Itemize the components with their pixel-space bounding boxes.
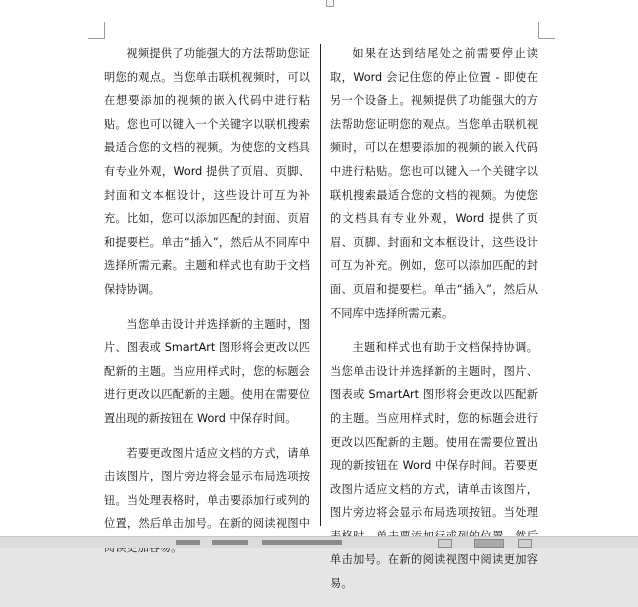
- paragraph[interactable]: 视频提供了功能强大的方法帮助您证明您的观点。当您单击联机视频时，可以在想要添加的视频的嵌入代码中进行粘贴。您也可以键入一个关键字以联机搜索最适合您的文档的视频。为使您的文档具有专业外观，Word 提供了页眉、页脚、封面和文本框设计，这些设计可互为补充。比如，您可以添加匹配的封面、页眉和提要栏。单击“插入”，然后从不同库中选择所需元素。主题和样式也有助于文档保持协调。: [104, 47, 310, 296]
- margin-corner-top-right: [538, 22, 555, 39]
- read-mode-icon[interactable]: [438, 539, 452, 548]
- column-divider: [320, 44, 321, 526]
- paragraph[interactable]: 主题和样式也有助于文档保持协调。当您单击设计并选择新的主题时，图片、图表或 SmartArt 图形将会更改以匹配新的主题。当应用样式时，您的标题会进行更改以匹配新的主题。使用在需要位置出现的新按钮在 Word 中保存时间。若要更改图片适应文档的方式，请单击该图片，图片旁边将会显示布局选项按钮。当处理 单击加号。在新的阅读视图中阅读更加容易。: [330, 341, 538, 591]
- status-text-placeholder: [212, 540, 248, 545]
- paragraph[interactable]: 当您单击设计并选择新的主题时，图片、图表或 SmartArt 图形将会更改以匹配新的主题。当应用样式时，您的标题会进行更改以匹配新的主题。使用在需要位置出现的新按钮在 Word 中保存时间。: [104, 317, 310, 425]
- column-marker[interactable]: [326, 0, 334, 7]
- status-bar: [0, 536, 638, 548]
- text-column-right[interactable]: [330, 42, 538, 607]
- margin-corner-top-left: [88, 22, 105, 39]
- web-layout-icon[interactable]: [518, 539, 532, 548]
- text-column-left[interactable]: [104, 42, 310, 570]
- paragraph[interactable]: 若要更改图片适应文档的方式，请单击该图片，图片旁边将会显示布局选项按钮。当处理表格时，单击要添加行或列的位置，然后单击加号。在新的阅读视图中: [104, 446, 310, 531]
- status-text-placeholder: [176, 540, 200, 545]
- print-layout-icon[interactable]: [474, 539, 504, 548]
- paragraph[interactable]: 如果在达到结尾处之前需要停止读取，Word 会记住您的停止位置 - 即使在另一个设备上。视频提供了功能强大的方法帮助您证明您的观点。当您单击联机视频时，可以在想要添加的视频的嵌入代码中进行粘贴。您也可以键入一个关键字以联机搜索最适合您的文档的视频。为使您的文档具有专业外观，Word 提供了页眉、页脚、封面和文本框设计，这些设计可互为补充。例如，您可以添加匹配的封面、页眉和提要栏。单击“插入”，然后从不同库中选择所需元素。: [330, 47, 538, 320]
- status-text-placeholder: [262, 540, 342, 545]
